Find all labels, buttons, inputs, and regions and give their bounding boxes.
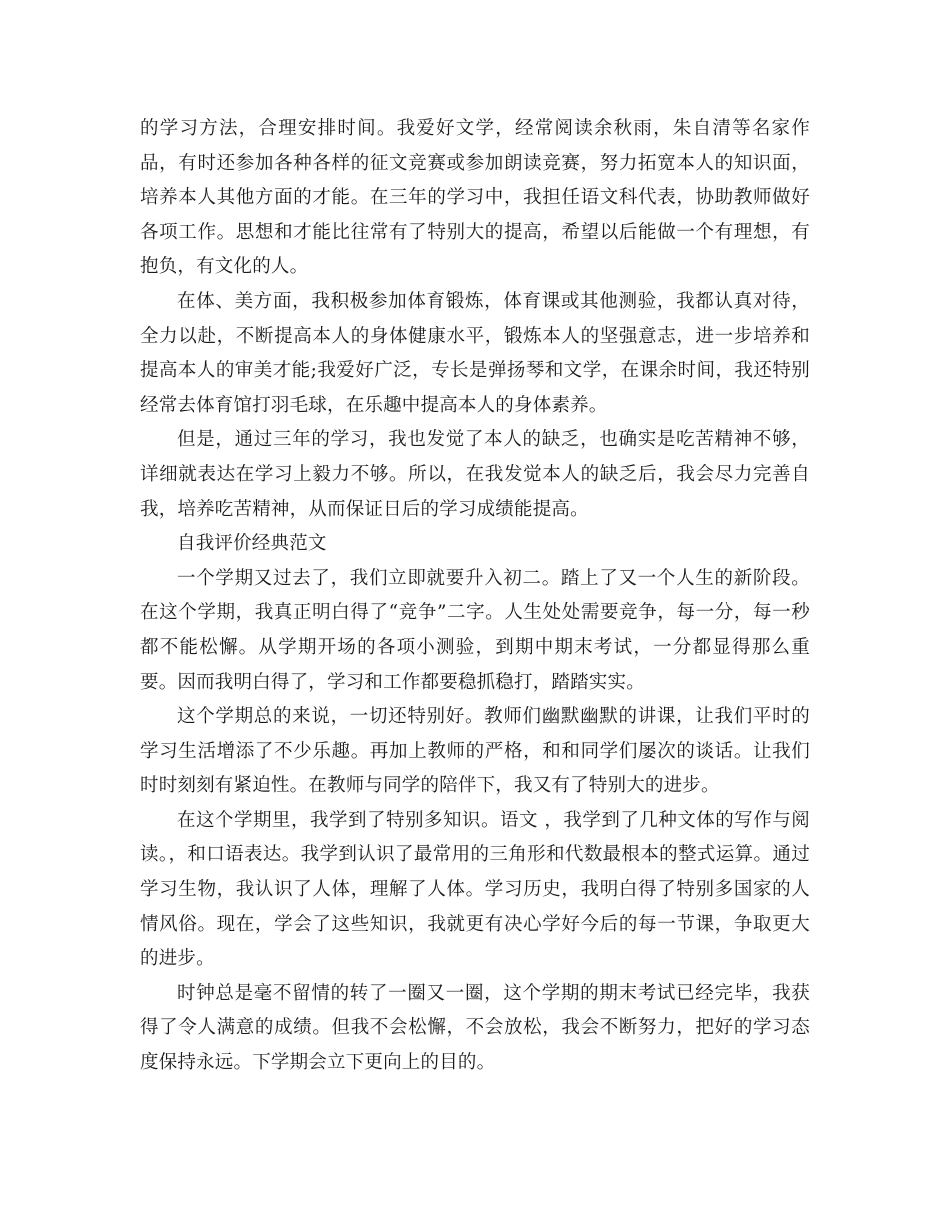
paragraph-knowledge: 在这个学期里，我学到了特别多知识。语文 ，我学到了几种文体的写作与阅读。，和口语表达。我学到认识了最常用的三角形和代数最根本的整式运算。通过学习生物，我认识了人体，理解了人体。学习历史，我明白得了特别多国家的人情风俗。现在，学会了这些知识，我就更有决心学好今后的每一节课，争取更大的进步。 [140,809,810,970]
paragraph-sports-arts: 在体、美方面，我积极参加体育锻炼，体育课或其他测验，我都认真对待，全力以赴，不断提高本人的身体健康水平，锻炼本人的坚强意志，进一步培养和提高本人的审美才能;我爱好广泛，专长是弹扬琴和文学，在课余时间，我还特别经常去体育馆打羽毛球，在乐趣中提高本人的身体素养。 [140,290,810,416]
paragraph-semester-overall: 这个学期总的来说，一切还特别好。教师们幽默幽默的讲课，让我们平时的学习生活增添了不少乐趣。再加上教师的严格，和和同学们屡次的谈话。让我们时时刻刻有紧迫性。在教师与同学的陪伴下，我又有了特别大的进步。 [140,706,810,797]
paragraph-continued: 的学习方法，合理安排时间。我爱好文学，经常阅读余秋雨，朱自清等名家作品，有时还参加各种各样的征文竞赛或参加朗读竞赛，努力拓宽本人的知识面，培养本人其他方面的才能。在三年的学习中，我担任语文科代表，协助教师做好各项工作。思想和才能比往常有了特别大的提高，希望以后能做一个有理想，有抱负，有文化的人。 [140,118,810,278]
document-body [140,112,810,1081]
paragraph-conclusion: 时钟总是毫不留情的转了一圈又一圈，这个学期的期末考试已经完毕，我获得了令人满意的成绩。但我不会松懈，不会放松，我会不断努力，把好的学习态度保持永远。下学期会立下更向上的目的。 [140,982,810,1074]
paragraph-shortcomings: 但是，通过三年的学习，我也发觉了本人的缺乏，也确实是吃苦精神不够，详细就表达在学习上毅力不够。所以，在我发觉本人的缺乏后，我会尽力完善自我，培养吃苦精神，从而保证日后的学习成绩能提高。 [140,429,810,520]
section-heading: 自我评价经典范文 [177,533,327,555]
paragraph-semester-intro: 一个学期又过去了，我们立即就要升入初二。踏上了又一个人生的新阶段。在这个学期，我真正明白得了“竞争”二字。人生处处需要竞争，每一分，每一秒都不能松懈。从学期开场的各项小测验，到期中期末考试，一分都显得那么重要。因而我明白得了，学习和工作都要稳抓稳打，踏踏实实。 [140,567,810,693]
